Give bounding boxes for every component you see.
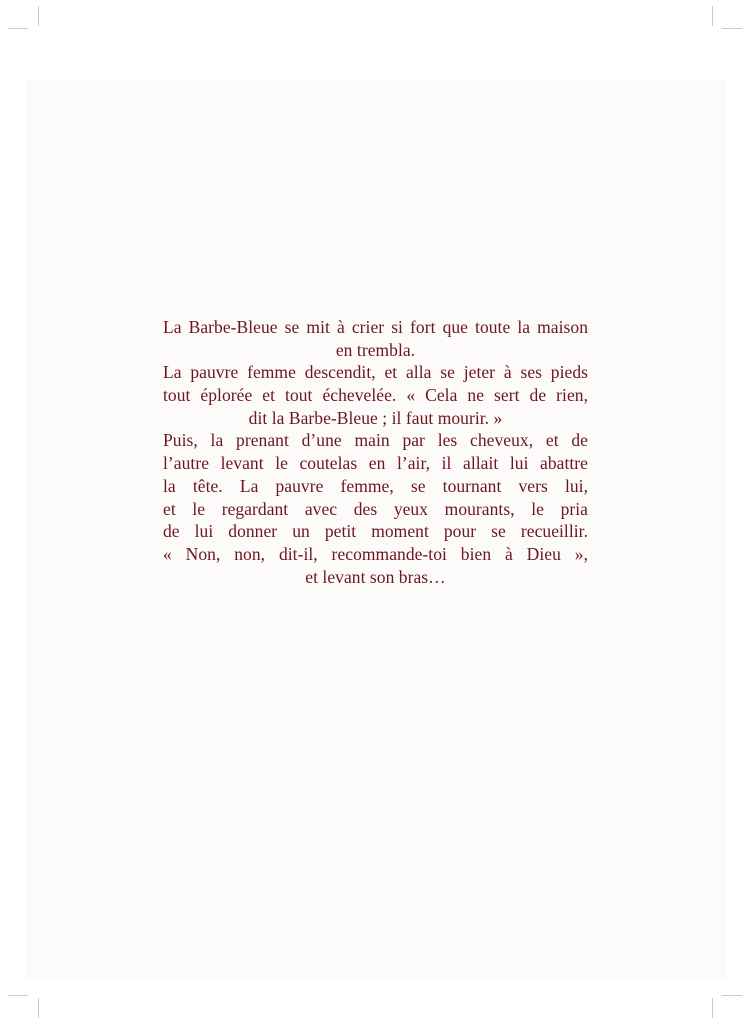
text-line: et levant son bras… [305, 566, 446, 587]
crop-mark [722, 995, 742, 996]
text-line: en trembla. [335, 339, 416, 360]
crop-mark [38, 6, 39, 26]
text-line: la tête. La pauvre femme, se tournant vers lui, [163, 475, 588, 496]
text-line: et le regardant avec des yeux mourants, le pria [163, 498, 588, 519]
crop-mark [8, 995, 28, 996]
crop-mark [722, 28, 742, 29]
text-line: de lui donner un petit moment pour se recueillir. [163, 521, 588, 542]
text-line: Puis, la prenant d’une main par les cheveux, et de [163, 430, 588, 451]
text-line: tout éplorée et tout échevelée. « Cela ne sert de rien, [163, 385, 588, 406]
story-text [163, 316, 588, 588]
crop-mark [712, 6, 713, 26]
text-line: dit la Barbe-Bleue ; il faut mourir. » [248, 407, 503, 428]
crop-mark [712, 998, 713, 1018]
crop-mark [8, 28, 28, 29]
crop-mark [38, 998, 39, 1018]
text-line: La pauvre femme descendit, et alla se jeter à ses pieds [163, 362, 588, 383]
text-line: La Barbe-Bleue se mit à crier si fort que toute la maison [163, 317, 588, 337]
text-line: l’autre levant le coutelas en l’air, il allait lui abattre [163, 453, 588, 474]
text-line: « Non, non, dit-il, recommande-toi bien à Dieu », [163, 543, 588, 564]
